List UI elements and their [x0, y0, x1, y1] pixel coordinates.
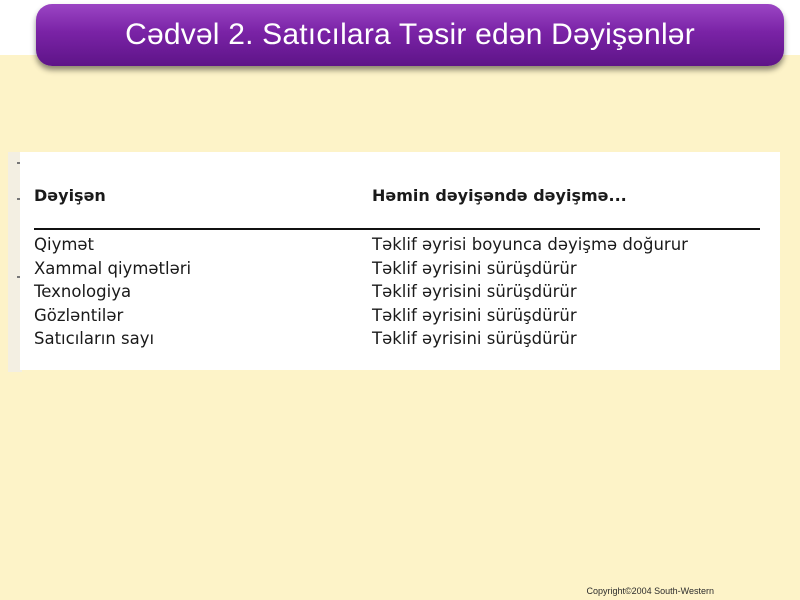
title-banner [36, 4, 784, 66]
row-variable: Texnologiya [34, 282, 132, 301]
header-variable: Dəyişən [34, 186, 106, 205]
row-variable: Gözləntilər [34, 305, 124, 325]
row-effect: Təklif əyrisini sürüşdürür [372, 258, 577, 278]
header-divider [34, 228, 760, 230]
table-row [34, 327, 764, 351]
row-effect: Təklif əyrisini sürüşdürür [372, 282, 577, 301]
table-row [34, 257, 764, 281]
row-effect: Təklif əyrisini sürüşdürür [372, 305, 577, 325]
table-row [34, 233, 764, 257]
row-effect: Təklif əyrisi boyunca dəyişmə doğurur [372, 235, 688, 254]
variables-table [20, 152, 780, 370]
table-row [34, 280, 764, 304]
table-body [34, 233, 764, 351]
slide-title: Cədvəl 2. Satıcılara Təsir edən Dəyişənlər [125, 18, 695, 51]
table-row [34, 304, 764, 328]
row-effect: Təklif əyrisini sürüşdürür [372, 329, 577, 348]
copyright-notice: Copyright©2004 South-Western [586, 586, 714, 596]
row-variable: Xammal qiymətləri [34, 258, 192, 278]
row-variable: Satıcıların sayı [34, 329, 155, 348]
row-variable: Qiymət [34, 235, 95, 254]
header-change: Həmin dəyişəndə dəyişmə... [372, 186, 627, 205]
